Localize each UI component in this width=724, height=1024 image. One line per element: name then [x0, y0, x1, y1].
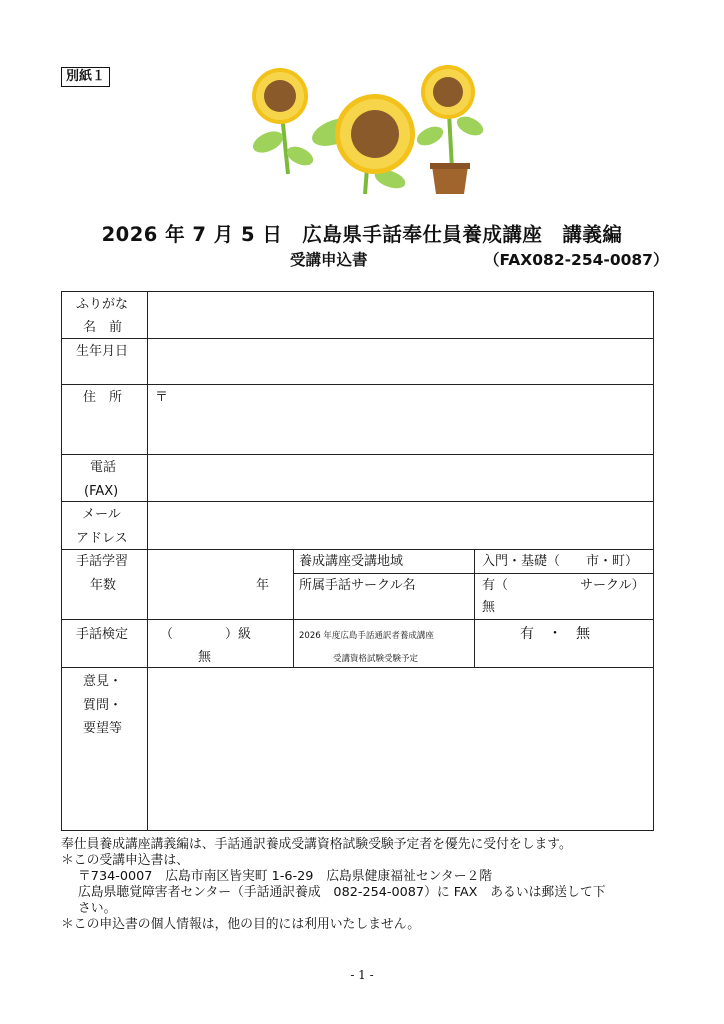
note-center-cont: さい。	[78, 901, 117, 916]
address-label: 住 所	[83, 390, 123, 405]
phone-field[interactable]	[149, 455, 652, 501]
note-submission: ＊この受講申込書は、	[61, 853, 189, 868]
opinion-label-2: 質問・	[83, 698, 123, 713]
birthdate-label: 生年月日	[76, 344, 129, 359]
phone-label: 電話	[90, 460, 117, 475]
region-value[interactable]: 入門・基礎（ 市・町）	[482, 554, 639, 569]
note-address: 〒734-0007 広島市南区皆実町 1-6-29 広島県健康福祉センター２階	[78, 869, 493, 884]
address-field[interactable]	[149, 385, 652, 454]
sign-test-grade[interactable]: （ ）級	[160, 627, 252, 642]
note-center: 広島県聴覚障害者センター（手話通訳養成 082-254-0087）に FAX あるいは郵送して下	[78, 885, 606, 900]
year-unit: 年	[256, 578, 270, 593]
mail-label-2: アドレス	[76, 531, 128, 546]
fax-label: (FAX)	[84, 484, 119, 499]
attachment-tag: 別紙１	[61, 67, 110, 87]
exam-label: 2026 年度広島手話通訳者養成講座	[299, 631, 434, 641]
opinion-label: 意見・	[83, 674, 123, 689]
sunflower-illustration	[240, 64, 490, 204]
circle-suffix: サークル）	[580, 578, 645, 593]
name-field[interactable]	[149, 292, 652, 338]
study-years-label: 手話学習	[76, 554, 129, 569]
sign-test-none[interactable]: 無	[198, 650, 212, 665]
mail-label: メール	[82, 507, 121, 522]
study-years-label-2: 年数	[90, 578, 117, 593]
exam-choice[interactable]: 有 ・ 無	[520, 626, 590, 642]
email-field[interactable]	[149, 502, 652, 549]
note-priority: 奉仕員養成講座講義編は、手話通訳養成受講資格試験受験予定者を優先に受付をします。	[61, 837, 572, 852]
birthdate-field[interactable]	[149, 339, 652, 384]
page-number: - 1 -	[350, 968, 374, 982]
note-privacy: ＊この申込書の個人情報は，他の目的には利用いたしません。	[61, 917, 421, 932]
sign-test-label: 手話検定	[76, 627, 129, 642]
name-label: 名 前	[83, 320, 123, 335]
region-label: 養成講座受講地域	[299, 554, 404, 569]
circle-yes[interactable]: 有（	[482, 578, 509, 593]
circle-no[interactable]: 無	[482, 600, 496, 615]
exam-label-2: 受講資格試験受験予定	[333, 654, 419, 664]
postal-mark: 〒	[155, 390, 169, 405]
opinion-label-3: 要望等	[83, 721, 123, 736]
form-subtitle: 受講申込書	[290, 251, 368, 269]
opinion-field[interactable]	[149, 669, 652, 829]
furigana-label: ふりがな	[76, 297, 129, 312]
fax-number: （FAX082-254-0087）	[484, 251, 669, 269]
page-title: 2026 年 7 月 5 日 広島県手話奉仕員養成講座 講義編	[101, 223, 623, 246]
circle-label: 所属手話サークル名	[299, 578, 416, 593]
